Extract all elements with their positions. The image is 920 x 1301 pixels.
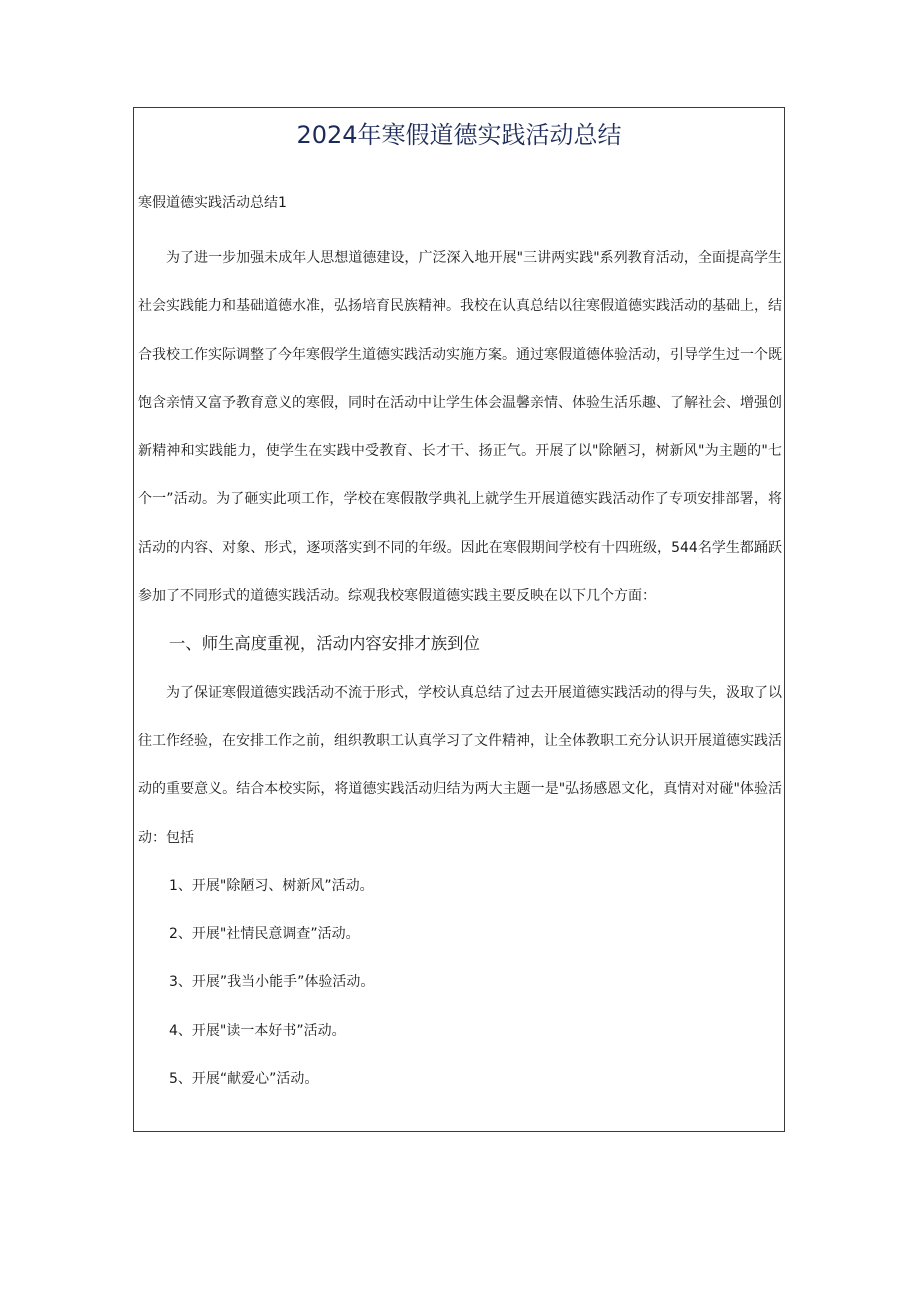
list-item: 3、开展”我当小能手”体验活动。 <box>169 974 375 991</box>
list-item: 5、开展“献爱心”活动。 <box>169 1071 319 1088</box>
paragraph-section-1: 为了保证寒假道德实践活动不流于形式，学校认真总结了过去开展道德实践活动的得与失，汲取了以往工作经验，在安排工作之前，组织教职工认真学习了文件精神，让全体教职工充分认识开展道德实践活动的重要意义。结合本校实际，将道德实践活动归结为两大主题一是"弘扬感恩文化，真情对对碰"体验活动：包括 <box>138 684 782 846</box>
list-item: 1、开展"除陋习、树新风”活动。 <box>169 877 374 894</box>
paragraph-intro: 为了进一步加强未成年人思想道德建设，广泛深入地开展"三讲两实践"系列教育活动，全面提高学生社会实践能力和基础道德水准，弘扬培育民族精神。我校在认真总结以往寒假道德实践活动的基础上，结合我校工作实际调整了今年寒假学生道德实践活动实施方案。通过寒假道德体验活动，引导学生过一个既饱含亲情又富予教育意义的寒假，同时在活动中让学生体会温馨亲情、体验生活乐趣、了解社会、增强创新精神和实践能力，使学生在实践中受教育、长才干、扬正气。开展了以"除陋习，树新风"为主题的"七个一”活动。为了砸实此项工作，学校在寒假散学典礼上就学生开展道德实践活动作了专项安排部署，将活动的内容、对象、形式，逐项落实到不同的年级。因此在寒假期间学校有十四班级，544名学生都踊跃参加了不同形式的道德实践活动。综观我校寒假道德实践主要反映在以下几个方面： <box>138 250 782 605</box>
document-title: 2024年寒假道德实践活动总结 <box>296 121 622 149</box>
document-subtitle: 寒假道德实践活动总结1 <box>138 195 287 211</box>
document-page <box>133 107 785 1132</box>
list-item: 4、开展"读一本好书”活动。 <box>169 1022 346 1039</box>
section-heading-1: 一、师生高度重视，活动内容安排才族到位 <box>169 634 480 654</box>
document-body <box>138 234 782 1103</box>
list-item: 2、开展"社情民意调查”活动。 <box>169 926 360 943</box>
